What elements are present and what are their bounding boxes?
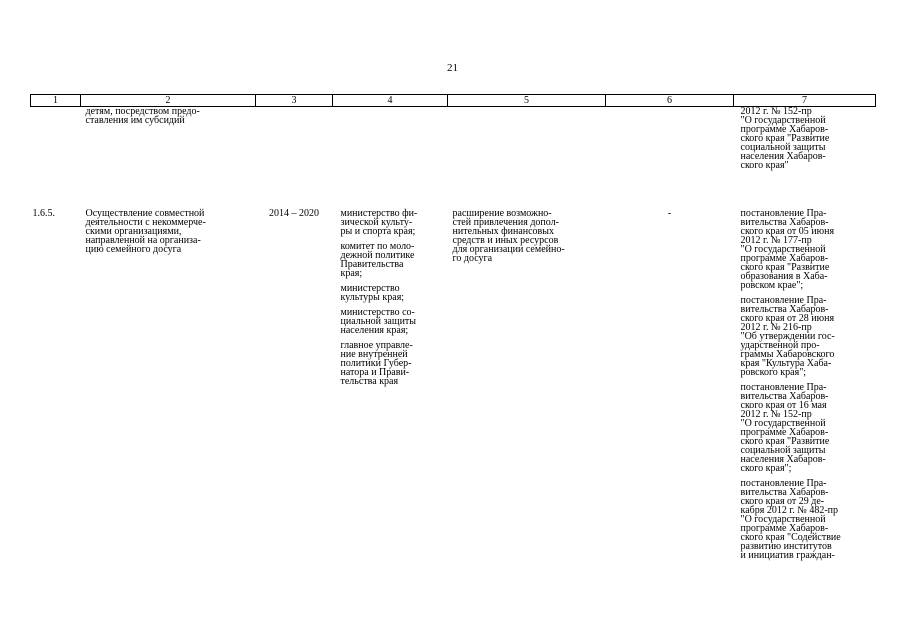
document-item: постановление Пра- вительства Хабаров- ского края от 29 де- кабря 2012 г. № 482-пр "О государственной программе Хабаров- ского края "Содействие развитию институтов и инициатив граждан-	[740, 478, 841, 561]
page-number: 21	[447, 62, 458, 74]
column-header-6: 6	[606, 95, 734, 107]
executor-item: министерство со- циальной защиты населения края;	[340, 307, 417, 336]
continued-document-text: 2012 г. № 152-пр "О государственной программе Хабаров- ского края "Развитие социальной защиты населения Хабаров- ского края"	[740, 106, 830, 171]
document-item: постановление Пра- вительства Хабаров- ского края от 28 июня 2012 г. № 216-пр "Об утверждении гос- ударственной про- граммы Хабаровского края "Культура Хаба- ровского края";	[740, 295, 835, 378]
column-header-7: 7	[734, 95, 876, 107]
continuation-row	[31, 107, 876, 171]
column-header-4: 4	[333, 95, 448, 107]
executor-item: министерство культуры края;	[340, 283, 405, 303]
measures-table	[30, 94, 876, 560]
document-item: постановление Пра- вительства Хабаров- ского края от 05 июня 2012 г. № 177-пр "О государственной программе Хабаров- ского края "Развитие образования в Хаба- ровском крае";	[740, 208, 835, 291]
column-header-5: 5	[448, 95, 606, 107]
executor-item: главное управле- ние внутренней политики Губер- натора и Прави- тельства края	[340, 340, 413, 387]
row-spacer	[31, 170, 876, 209]
activity-text: Осуществление совместной деятельности с некоммерче- скими организациями, направленной на организа- цию семейного досуга	[85, 208, 206, 255]
dash-text: -	[667, 208, 672, 219]
period-text: 2014 – 2020	[269, 208, 319, 219]
column-header-3: 3	[256, 95, 333, 107]
continued-activity-text: детям, посредством предо- ставления им субсидий	[85, 106, 200, 126]
executor-item: министерство фи- зической культу- ры и спорта края;	[340, 208, 418, 237]
row-number: 1.6.5.	[32, 208, 55, 219]
table-header-row	[31, 95, 876, 107]
document-item: постановление Пра- вительства Хабаров- ского края от 16 мая 2012 г. № 152-пр "О государственной программе Хабаров- ского края "Развитие социальной защиты населения Хабаров- ского края";	[740, 382, 830, 474]
executor-item: комитет по моло- дежной политике Правительства края;	[340, 241, 415, 279]
table-row	[31, 209, 876, 560]
result-text: расширение возможно- стей привлечения допол- нительных финансовых средств и иных ресурсов для организации семейно- го досуга	[452, 208, 565, 264]
column-header-1: 1	[31, 95, 81, 107]
column-header-2: 2	[81, 95, 256, 107]
